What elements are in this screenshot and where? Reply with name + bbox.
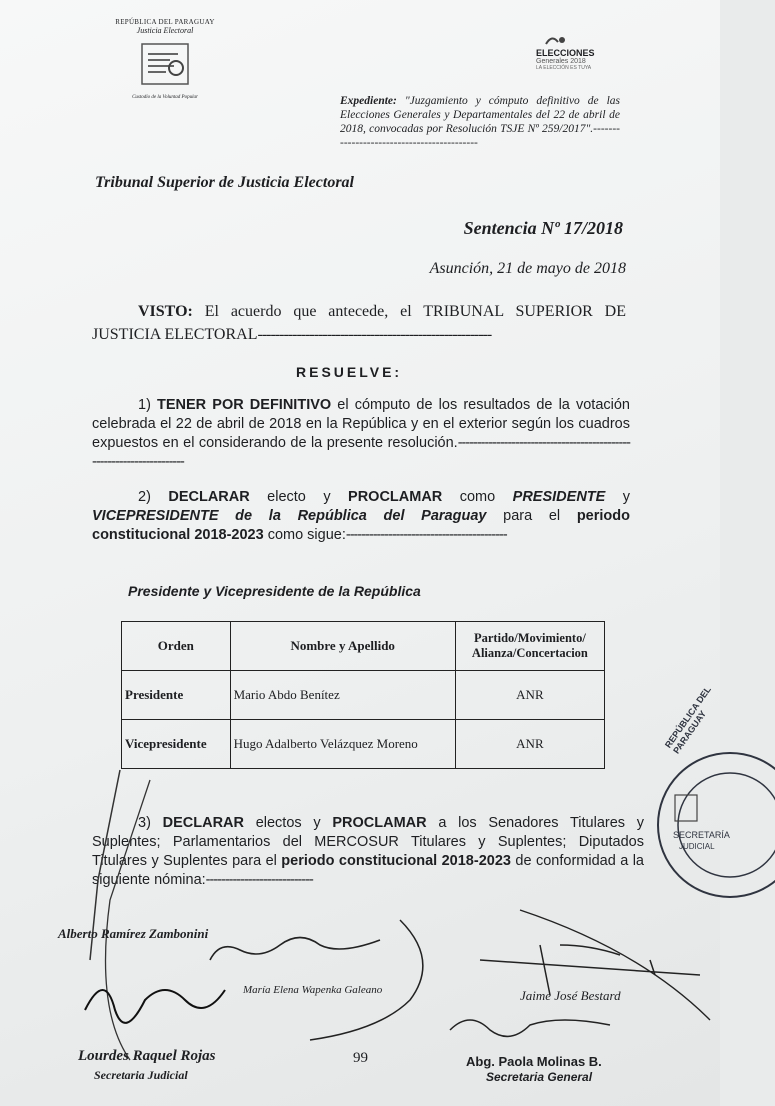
table-row (122, 671, 605, 720)
p2-t3: y (605, 489, 631, 505)
p1-num: 1) (138, 397, 158, 413)
p1-dashes: --------------------------------------------------------------------- (92, 435, 630, 470)
p2-dashes: ------------------------------------------ (345, 527, 507, 543)
signature-bestard: Jaime José Bestard (520, 988, 621, 1003)
expediente-block (340, 94, 620, 150)
p2-b1: DECLARAR (168, 489, 250, 505)
cell-partido: ANR (455, 720, 604, 769)
republic-label: REPÚBLICA DEL PARAGUAY (115, 18, 215, 26)
visto-bold: TRIBUNAL SUPERIOR DE JUSTICIA ELECTORAL (92, 303, 627, 343)
p2-bi2: VICEPRESIDENTE de la República del Paraguay (92, 508, 487, 524)
paragraph-1 (92, 396, 630, 472)
visto-dashes: ------------------------------------------------------ (257, 326, 492, 343)
page-number: 99 (353, 1050, 368, 1066)
signature-wapenka: María Elena Wapenka Galeano (243, 984, 383, 996)
p2-bi1: PRESIDENTE (512, 489, 606, 505)
p3-dashes: ---------------------------- (205, 872, 313, 888)
p2-b2: PROCLAMAR (348, 489, 443, 505)
cell-orden: Vicepresidente (122, 720, 231, 769)
seal-inner-1: SECRETARÍA (673, 830, 730, 840)
justice-header (110, 18, 220, 100)
seal-ring-text: REPÚBLICA DEL PARAGUAY (663, 684, 713, 756)
col-header-orden: Orden (122, 622, 231, 671)
visto-text: El acuerdo que antecede, el (192, 303, 424, 320)
p1-text: el cómputo de los resultados de la votación celebrada el 22 de abril de 2018 en la República y en el exterior según los cuadros expuestos en el considerando de la presente resolución. (92, 397, 630, 451)
elections-header (536, 34, 616, 71)
p3-b2: PROCLAMAR (332, 815, 427, 831)
col-header-partido: Partido/Movimiento/ Alianza/Concertacion (455, 622, 604, 671)
p2-t1: electo y (249, 489, 349, 505)
seal-ring-icon (655, 740, 775, 910)
expediente-label: Expediente: (340, 95, 397, 107)
p2-t5: como sigue: (263, 527, 346, 543)
cell-orden: Presidente (122, 671, 231, 720)
cell-nombre: Hugo Adalberto Velázquez Moreno (230, 720, 455, 769)
elections-logo-icon (544, 34, 568, 48)
cell-nombre: Mario Abdo Benítez (230, 671, 455, 720)
p3-t2: a los Senadores Titulares y Suplentes; Parlamentarios del MERCOSUR Titulares y Suplentes; Diputados Titulares y Suplentes para el (92, 815, 645, 869)
p3-b1: DECLARAR (162, 815, 244, 831)
p3-b3: periodo constitucional 2018-2023 (281, 853, 511, 869)
elections-subtitle: Generales 2018 (536, 58, 586, 65)
table-title: Presidente y Vicepresidente de la República (128, 583, 421, 599)
p2-t2: como (442, 489, 513, 505)
president-table (121, 621, 605, 769)
tribunal-heading: Tribunal Superior de Justicia Electoral (95, 174, 354, 191)
cell-partido: ANR (455, 671, 604, 720)
resuelve-heading: RESUELVE: (296, 364, 403, 380)
p2-b3: periodo constitucional 2018-2023 (92, 508, 630, 543)
p2-t4: para el (486, 508, 577, 524)
visto-paragraph (92, 300, 626, 346)
p2-num: 2) (138, 489, 169, 505)
sentencia-number: Sentencia Nº 17/2018 (463, 218, 623, 238)
p3-num: 3) (138, 815, 163, 831)
signature-ramirez: Alberto Ramírez Zambonini (58, 926, 209, 941)
p1-bold: TENER POR DEFINITIVO (157, 397, 332, 413)
sentencia-date: Asunción, 21 de mayo de 2018 (429, 260, 626, 277)
signature-rojas: Lourdes Raquel Rojas (78, 1048, 216, 1064)
official-seal (655, 684, 775, 910)
signature-molinas-title: Secretaria General (486, 1070, 593, 1084)
visto-label: VISTO: (138, 303, 193, 320)
justice-logo-icon (140, 42, 190, 88)
col-header-nombre: Nombre y Apellido (230, 622, 455, 671)
expediente-text: "Juzgamiento y cómputo definitivo de las Elecciones Generales y Departamentales del 22 de abril de 2018, convocadas por Resolución TSJE Nº 259/2017".------------------------------------------- (340, 95, 621, 149)
custodian-label: Custodio de la Voluntad Popular (132, 95, 198, 100)
elections-title: ELECCIONES (536, 48, 595, 58)
p3-t3: de conformidad a la siguiente nómina: (92, 853, 644, 888)
p3-t1: electos y (243, 815, 333, 831)
seal-inner-2: JUDICIAL (679, 842, 715, 851)
justice-label: Justicia Electoral (136, 26, 194, 35)
elections-tagline: LA ELECCIÓN ES TUYA (536, 65, 592, 71)
signature-rojas-title: Secretaria Judicial (94, 1068, 188, 1082)
table-header-row (122, 622, 605, 671)
paragraph-2 (92, 488, 630, 545)
signature-molinas: Abg. Paola Molinas B. (466, 1054, 602, 1069)
